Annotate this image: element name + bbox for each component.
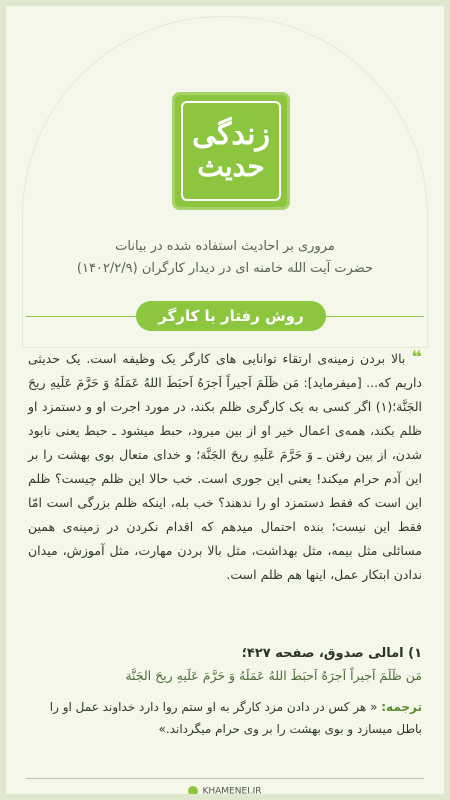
translation-block [28,696,422,740]
logo-text-hadith: حدیث [197,150,265,183]
khamenei-logo-icon [188,786,198,796]
footer-brand[interactable]: KHAMENEI.IR [202,786,262,797]
quote-icon: ❝ [411,347,422,368]
translation-text: « هر کس در دادن مزد کارگر به او ستم روا دارد خداوند عمل او را باطل میسازد و بوی بهشت را بر وی حرام میگرداند.» [49,700,422,736]
section-title-badge: روش رفتار با کارگر [136,301,326,331]
hadith-zendegi-logo [172,92,290,210]
reference-title: ۱) امالی صدوق، صفحه ۴۲۷؛ [241,646,422,661]
logo-text-zendegi: زندگی [192,117,270,152]
body-text: بالا بردن زمینه‌ی ارتقاء توانایی های کارگر یک وظیفه است. یک حدیثی داریم که... [میفرماید]: مَن ظَلَمَ اَجیراً اَجرَهُ اَحبَطَ اللهُ عَمَلَهُ وَ حَرَّمَ عَلَیهِ ریحَ الجَنَّة؛(۱) اگر کسی به یک کارگری ظلم بکند، در مورد اجرت او و دستمزد او ظلم بکند، همه‌ی اعمال خیر او از بین میرود، حبط میشود ـ حبط یعنی نابود شدن، از بین رفتن ـ وَ حَرَّمَ عَلَیهِ ریحَ الجَنَّة؛ و خدای متعال بوی بهشت را بر این آدم حرام میکند! یعنی این جوری است. خب حالا این ظلم چیست؟ ظلم این است که فقط دستمزد او را ندهند؟ خب بله، اینکه ظلم بزرگی است امّا فقط این نیست؛ بنده احتمال میدهم که اقدام نکردن در زمینه‌ی همین مسائلی مثل بیمه، مثل بهداشت، مثل بالا بردن مهارت، مثل آموزش، میدان ندادن ابتکار عمل، اینها هم ظلم است. [28,351,422,582]
main-hadith-body [28,346,422,587]
reference-arabic: مَن ظَلَمَ اَجیراً اَجرَهُ اَحبَطَ اللهُ عَمَلَهُ وَ حَرَّمَ عَلَیهِ ریحَ الجَنَّة [125,668,422,683]
intro-line-2: حضرت آیت الله خامنه ای در دیدار کارگران (۱۴۰۲/۲/۹) [76,261,374,276]
translation-label: ترجمه: [381,700,422,714]
footer-divider [26,778,424,779]
intro-line-1: مروری بر احادیث استفاده شده در بیانات [115,239,335,254]
logo-frame [181,101,281,201]
footer [6,786,444,797]
intro-text [36,236,414,280]
